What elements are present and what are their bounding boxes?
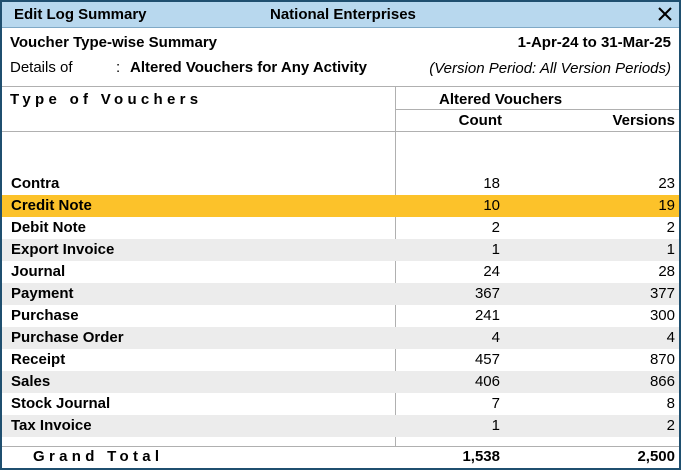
grand-total-label: Grand Total xyxy=(33,448,164,465)
table-row[interactable] xyxy=(2,217,679,239)
voucher-versions: 8 xyxy=(666,395,675,412)
table-row[interactable] xyxy=(2,371,679,393)
voucher-count: 1 xyxy=(491,417,500,434)
table-row-selected[interactable] xyxy=(2,195,679,217)
close-icon xyxy=(653,3,677,25)
voucher-count: 406 xyxy=(474,373,500,390)
voucher-count: 7 xyxy=(491,395,500,412)
voucher-type-name: Payment xyxy=(11,285,74,302)
window-title: Edit Log Summary xyxy=(14,6,147,23)
details-colon: : xyxy=(116,59,121,76)
table-row[interactable] xyxy=(2,173,679,195)
voucher-count: 24 xyxy=(483,263,500,280)
voucher-type-name: Receipt xyxy=(11,351,66,368)
table-row[interactable] xyxy=(2,283,679,305)
grand-total-row xyxy=(2,447,679,469)
voucher-count: 2 xyxy=(491,219,500,236)
titlebar xyxy=(2,2,679,28)
voucher-versions: 870 xyxy=(649,351,675,368)
voucher-versions: 2 xyxy=(666,417,675,434)
voucher-versions: 866 xyxy=(649,373,675,390)
voucher-type-name: Stock Journal xyxy=(11,395,111,412)
voucher-count: 10 xyxy=(483,197,500,214)
table-row[interactable] xyxy=(2,239,679,261)
voucher-type-name: Journal xyxy=(11,263,66,280)
voucher-count: 457 xyxy=(474,351,500,368)
voucher-type-name: Purchase xyxy=(11,307,79,324)
grand-total-count: 1,538 xyxy=(462,448,500,465)
voucher-count: 367 xyxy=(474,285,500,302)
voucher-type-list xyxy=(2,173,679,437)
group-divider xyxy=(395,109,679,110)
header-divider xyxy=(2,86,679,87)
voucher-count: 4 xyxy=(491,329,500,346)
grand-total-versions: 2,500 xyxy=(637,448,675,465)
version-period: (Version Period: All Version Periods) xyxy=(429,60,671,77)
voucher-type-name: Tax Invoice xyxy=(11,417,92,434)
details-label: Details of xyxy=(10,59,73,76)
voucher-type-name: Debit Note xyxy=(11,219,86,236)
voucher-count: 18 xyxy=(483,175,500,192)
voucher-count: 241 xyxy=(474,307,500,324)
voucher-versions: 23 xyxy=(658,175,675,192)
column-group-altered-vouchers: Altered Vouchers xyxy=(439,91,563,108)
report-name: Voucher Type-wise Summary xyxy=(10,34,218,51)
voucher-versions: 1 xyxy=(666,241,675,258)
details-value[interactable]: Altered Vouchers for Any Activity xyxy=(130,59,367,76)
column-header-divider xyxy=(2,131,679,132)
voucher-type-name: Contra xyxy=(11,175,60,192)
voucher-versions: 4 xyxy=(666,329,675,346)
table-row[interactable] xyxy=(2,261,679,283)
close-button[interactable] xyxy=(653,3,677,25)
voucher-versions: 2 xyxy=(666,219,675,236)
table-row[interactable] xyxy=(2,327,679,349)
voucher-count: 1 xyxy=(491,241,500,258)
voucher-type-name: Purchase Order xyxy=(11,329,124,346)
column-header-count: Count xyxy=(458,112,502,129)
company-name: National Enterprises xyxy=(270,6,416,23)
column-header-versions: Versions xyxy=(612,112,675,129)
column-header-type: Type of Vouchers xyxy=(10,91,203,108)
table-row[interactable] xyxy=(2,305,679,327)
voucher-versions: 19 xyxy=(658,197,675,214)
table-row[interactable] xyxy=(2,393,679,415)
voucher-versions: 377 xyxy=(649,285,675,302)
table-row[interactable] xyxy=(2,349,679,371)
voucher-versions: 300 xyxy=(649,307,675,324)
voucher-versions: 28 xyxy=(658,263,675,280)
voucher-type-name: Sales xyxy=(11,373,51,390)
table-row[interactable] xyxy=(2,415,679,437)
voucher-type-name: Export Invoice xyxy=(11,241,115,258)
report-period[interactable]: 1-Apr-24 to 31-Mar-25 xyxy=(517,34,671,51)
voucher-type-name: Credit Note xyxy=(11,197,92,214)
